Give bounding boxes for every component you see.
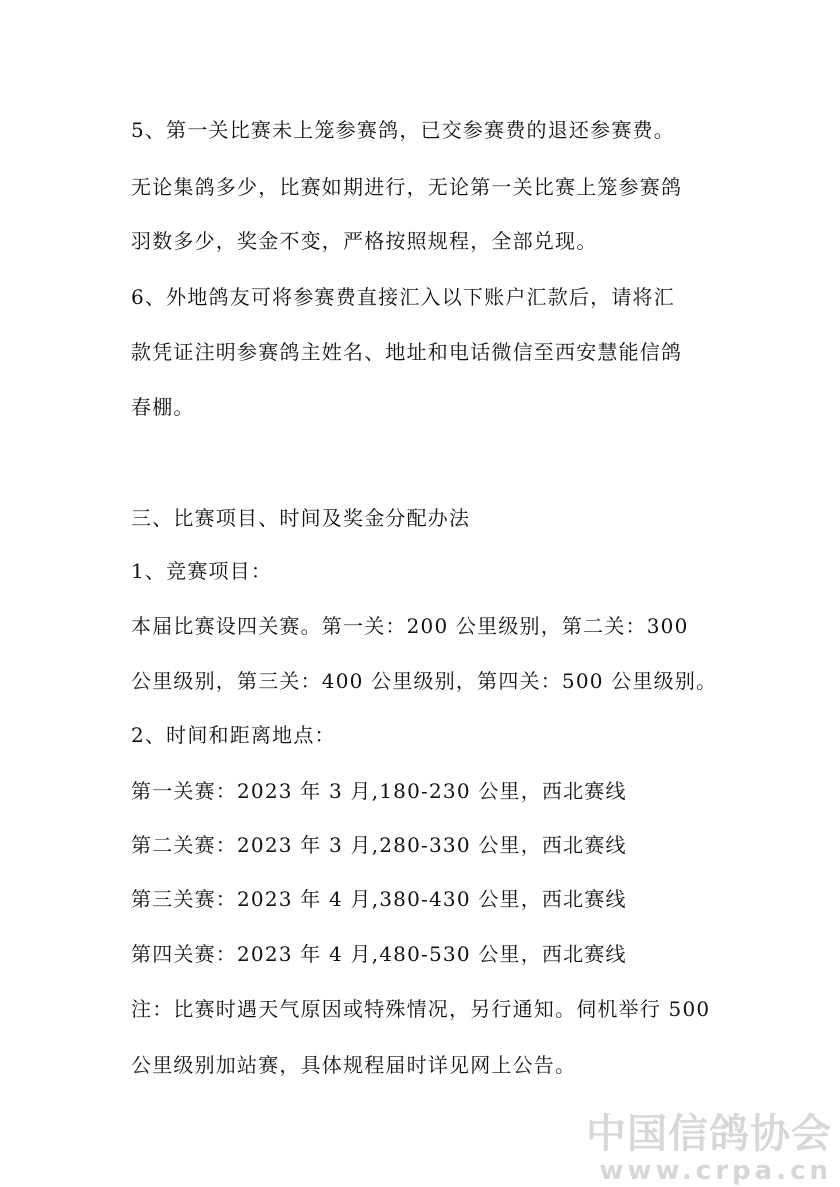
paragraph-line: 6、外地鸽友可将参赛费直接汇入以下账户汇款后，请将汇 bbox=[131, 285, 675, 309]
paragraph-line: 无论集鸽多少，比赛如期进行，无论第一关比赛上笼参赛鸽 bbox=[131, 175, 683, 199]
schedule-line: 第三关赛：2023 年 4 月,380-430 公里，西北赛线 bbox=[131, 887, 627, 911]
paragraph-line: 公里级别，第三关：400 公里级别，第四关：500 公里级别。 bbox=[131, 669, 718, 693]
section-heading: 三、比赛项目、时间及奖金分配办法 bbox=[131, 506, 471, 530]
paragraph-line: 款凭证注明参赛鸽主姓名、地址和电话微信至西安慧能信鸽 bbox=[131, 340, 683, 364]
schedule-line: 第二关赛：2023 年 3 月,280-330 公里，西北赛线 bbox=[131, 833, 627, 857]
note-line: 公里级别加站赛，具体规程届时详见网上公告。 bbox=[131, 1053, 577, 1077]
paragraph-line: 羽数多少，奖金不变，严格按照规程，全部兑现。 bbox=[131, 229, 598, 253]
watermark-url: www.crpa.cn bbox=[599, 1156, 832, 1186]
watermark-name: 中国信鸽协会 bbox=[586, 1111, 832, 1157]
note-line: 注：比赛时遇天气原因或特殊情况，另行通知。伺机举行 500 bbox=[131, 997, 711, 1021]
watermark bbox=[586, 1112, 832, 1186]
paragraph-line: 2、时间和距离地点： bbox=[131, 723, 336, 747]
paragraph-line: 本届比赛设四关赛。第一关：200 公里级别，第二关：300 bbox=[131, 614, 689, 638]
paragraph-line: 春棚。 bbox=[131, 395, 195, 419]
paragraph-line: 1、竞赛项目： bbox=[131, 559, 273, 583]
paragraph-line: 5、第一关比赛未上笼参赛鸽，已交参赛费的退还参赛费。 bbox=[131, 118, 675, 142]
schedule-line: 第一关赛：2023 年 3 月,180-230 公里，西北赛线 bbox=[131, 779, 627, 803]
schedule-line: 第四关赛：2023 年 4 月,480-530 公里，西北赛线 bbox=[131, 942, 627, 966]
